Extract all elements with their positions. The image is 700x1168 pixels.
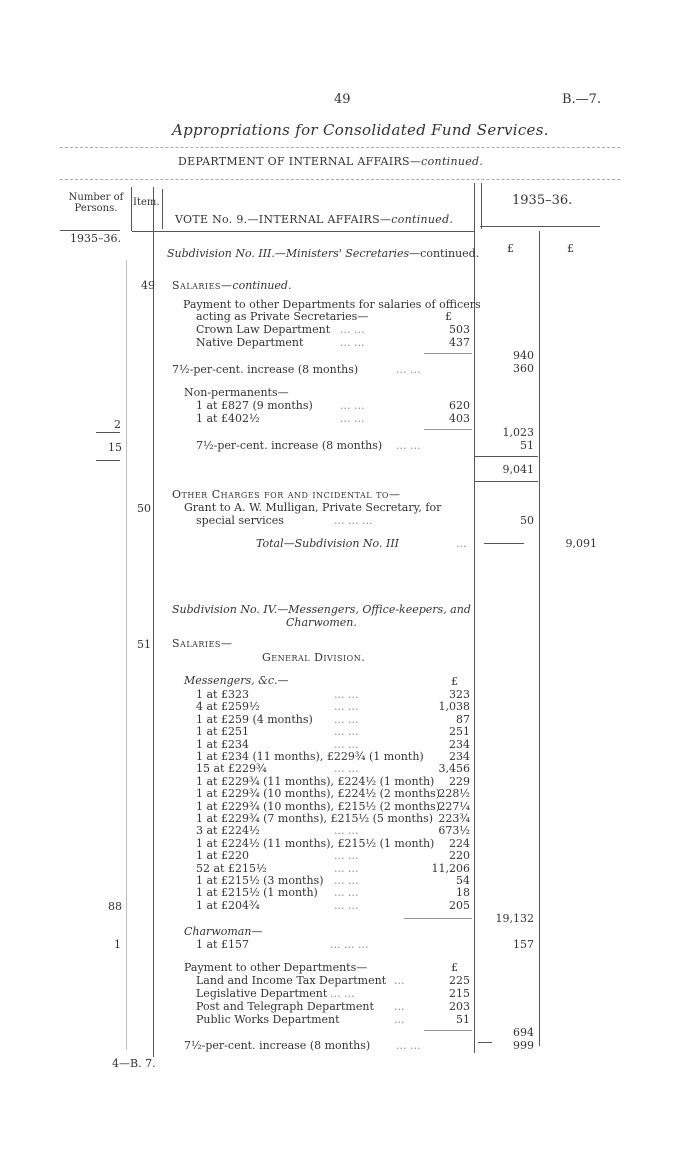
department-heading: DEPARTMENT OF INTERNAL AFFAIRS—continued. (178, 155, 484, 168)
leader-dots: ... ... (340, 336, 365, 349)
messenger-row-label: 4 at £259½ (196, 700, 260, 713)
pound-sign: £ (451, 961, 458, 974)
messenger-row-value: 228½ (438, 787, 470, 800)
increase-value: 51 (520, 439, 534, 452)
payment-line-2: acting as Private Secretaries— (196, 310, 369, 323)
messenger-row-value: 224 (449, 837, 470, 850)
messenger-row-value: 3,456 (438, 762, 470, 775)
row-label: Post and Telegraph Department (196, 1000, 374, 1013)
persons-count: 1 (114, 938, 121, 951)
leader-dots: ... ... (396, 1039, 421, 1052)
leader-dots: ... ... (396, 439, 421, 452)
messenger-row-value: 234 (449, 750, 470, 763)
column-header-item: Item. (133, 197, 160, 208)
messenger-row-label: 52 at £215½ (196, 862, 267, 875)
messenger-row-value: 251 (449, 725, 470, 738)
footer-reference: 4—B. 7. (112, 1057, 156, 1070)
salaries-heading: Salaries— (172, 637, 233, 650)
row-label: 1 at £402½ (196, 412, 260, 425)
leader-dots: ... ... (334, 824, 359, 837)
messenger-row-value: 18 (456, 886, 470, 899)
increase-label: 7½-per-cent. increase (8 months) (172, 363, 359, 376)
item-number-49: 49 (141, 279, 155, 292)
increase-value: 360 (513, 362, 534, 375)
leader-dots: ... ... (340, 323, 365, 336)
messenger-row-label: 1 at £234 (196, 738, 249, 751)
leader-dots: ... ... (334, 862, 359, 875)
leader-dots: ... ... (340, 399, 365, 412)
messenger-row-label: 1 at £224½ (11 months), £215½ (1 month) (196, 837, 435, 850)
leader-dots: ... (394, 1013, 405, 1026)
subdivision-3-total-label: Total—Subdivision No. III (256, 537, 400, 550)
column-header-number-of-persons: Number of Persons. (68, 192, 124, 214)
item-number-51: 51 (137, 638, 151, 651)
messengers-heading: Messengers, &c.— (184, 674, 289, 687)
messenger-row-label: 1 at £204¾ (196, 899, 260, 912)
charwoman-value: 157 (513, 938, 534, 951)
subdivision-3-heading: Subdivision No. III.—Ministers' Secretaries—continued. (167, 247, 480, 260)
row-label: Native Department (196, 336, 304, 349)
subdivision-3-total: 9,091 (565, 537, 597, 550)
messenger-row-value: 323 (449, 688, 470, 701)
increase-label: 7½-per-cent. increase (8 months) (184, 1039, 371, 1052)
page-number: 49 (334, 92, 351, 107)
document-reference: B.—7. (562, 92, 602, 107)
payment-heading: Payment to other Departments— (184, 961, 368, 974)
persons-count: 2 (114, 418, 121, 431)
messenger-row-value: 234 (449, 738, 470, 751)
messenger-row-value: 223¾ (438, 812, 470, 825)
pound-column-1: £ (507, 242, 514, 255)
grant-line-1: Grant to A. W. Mulligan, Private Secretary, for (184, 501, 442, 514)
item-number-50: 50 (137, 502, 151, 515)
leader-dots: ... ... (334, 762, 359, 775)
leader-dots: ... ... (396, 363, 421, 376)
persons-count: 88 (108, 900, 122, 913)
leader-dots: ... ... (334, 713, 359, 726)
messenger-row-label: 1 at £215½ (1 month) (196, 886, 318, 899)
messenger-row-value: 673½ (438, 824, 470, 837)
grant-value: 50 (520, 514, 534, 527)
payment-line-1: Payment to other Departments for salaries of officers (183, 298, 481, 311)
row-value: 51 (456, 1013, 470, 1026)
leader-dots: ... ... ... (330, 938, 369, 951)
increase-label: 7½-per-cent. increase (8 months) (196, 439, 383, 452)
messenger-row-value: 220 (449, 849, 470, 862)
column-header-year: 1935–36. (512, 193, 573, 208)
salaries-continued-heading: Salaries—continued. (172, 279, 292, 292)
row-label: Crown Law Department (196, 323, 331, 336)
messenger-row-label: 1 at £323 (196, 688, 249, 701)
row-value: 403 (449, 412, 470, 425)
persons-count: 15 (108, 441, 122, 454)
row-label: 1 at £827 (9 months) (196, 399, 313, 412)
row-value: 203 (449, 1000, 470, 1013)
messenger-row-label: 1 at £229¾ (10 months), £224½ (2 months) (196, 787, 440, 800)
messenger-row-label: 3 at £224½ (196, 824, 260, 837)
increase-value: 999 (513, 1039, 534, 1052)
leader-dots: ... ... (330, 987, 355, 1000)
messenger-row-label: 15 at £229¾ (196, 762, 267, 775)
pound-column-2: £ (567, 242, 574, 255)
messengers-subtotal: 19,132 (495, 912, 534, 925)
leader-dots: ... ... ... (334, 514, 373, 527)
grant-line-2: special services (196, 514, 284, 527)
messenger-row-label: 1 at £215½ (3 months) (196, 874, 324, 887)
subtotal: 1,023 (502, 426, 534, 439)
persons-year: 1935–36. (70, 232, 121, 245)
messenger-row-value: 229 (449, 775, 470, 788)
payment-subtotal: 694 (513, 1026, 534, 1039)
row-label: 1 at £157 (196, 938, 249, 951)
leader-dots: ... ... (334, 738, 359, 751)
leader-dots: ... ... (334, 899, 359, 912)
other-charges-heading: Other Charges for and incidental to— (172, 488, 401, 501)
messenger-row-label: 1 at £251 (196, 725, 249, 738)
general-division-heading: General Division. (262, 651, 366, 664)
messenger-row-value: 227¼ (438, 800, 470, 813)
messenger-row-value: 87 (456, 713, 470, 726)
salaries-total: 9,041 (502, 463, 534, 476)
messenger-row-label: 1 at £229¾ (10 months), £215½ (2 months) (196, 800, 440, 813)
leader-dots: ... (456, 537, 467, 550)
row-value: 437 (449, 336, 470, 349)
row-label: Land and Income Tax Department (196, 974, 387, 987)
messenger-row-label: 1 at £220 (196, 849, 249, 862)
leader-dots: ... ... (340, 412, 365, 425)
row-value: 215 (449, 987, 470, 1000)
leader-dots: ... ... (334, 700, 359, 713)
messenger-row-label: 1 at £234 (11 months), £229¾ (1 month) (196, 750, 424, 763)
leader-dots: ... (394, 974, 405, 987)
charwoman-heading: Charwoman— (184, 925, 263, 938)
subdivision-4-heading: Subdivision No. IV.—Messengers, Office-keepers, and (172, 603, 471, 616)
row-value: 503 (449, 323, 470, 336)
messenger-row-label: 1 at £259 (4 months) (196, 713, 313, 726)
page-title: Appropriations for Consolidated Fund Services. (172, 121, 549, 139)
vote-heading: VOTE No. 9.—INTERNAL AFFAIRS—continued. (175, 213, 454, 226)
messenger-row-value: 54 (456, 874, 470, 887)
messenger-row-label: 1 at £229¾ (11 months), £224½ (1 month) (196, 775, 435, 788)
leader-dots: ... ... (334, 688, 359, 701)
row-value: 225 (449, 974, 470, 987)
non-permanents-heading: Non-permanents— (184, 386, 289, 399)
messenger-row-value: 1,038 (438, 700, 470, 713)
pound-sign: £ (445, 310, 452, 323)
subtotal: 940 (513, 349, 534, 362)
row-label: Legislative Department (196, 987, 328, 1000)
row-value: 620 (449, 399, 470, 412)
messenger-row-value: 11,206 (431, 862, 470, 875)
leader-dots: ... ... (334, 886, 359, 899)
leader-dots: ... ... (334, 725, 359, 738)
messenger-row-value: 205 (449, 899, 470, 912)
pound-sign: £ (451, 675, 458, 688)
messenger-row-label: 1 at £229¾ (7 months), £215½ (5 months) (196, 812, 433, 825)
subdivision-4-heading-cont: Charwomen. (286, 616, 357, 629)
leader-dots: ... (394, 1000, 405, 1013)
leader-dots: ... ... (334, 849, 359, 862)
leader-dots: ... ... (334, 874, 359, 887)
row-label: Public Works Department (196, 1013, 340, 1026)
